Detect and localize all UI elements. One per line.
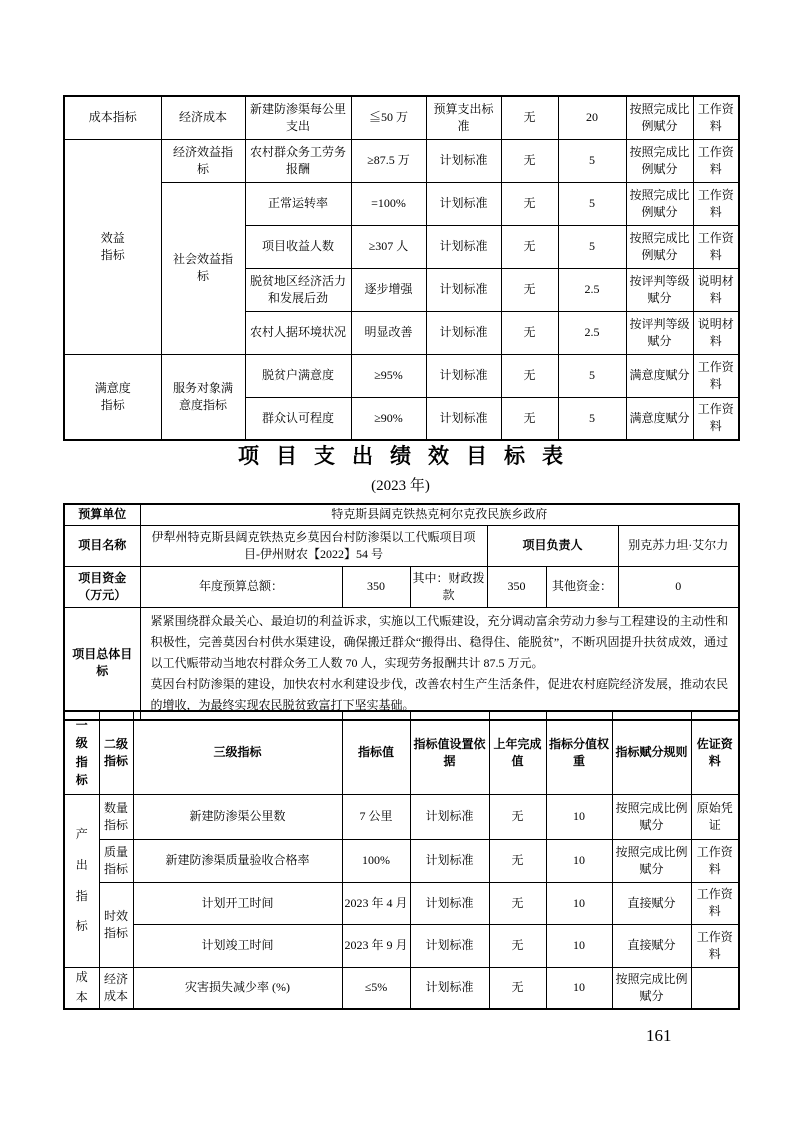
cell-value: 2023 年 4 月 [342,882,410,924]
cell-basis: 计划标准 [426,354,501,397]
level1-label: 效益指标 [100,230,125,262]
cell-prev-year: 无 [489,924,546,967]
cell-rule: 按照完成比例赋分 [612,794,691,839]
cell-weight: 2.5 [558,311,626,354]
cell-level2 [161,182,245,354]
table-row [64,967,739,1009]
header-prev-year: 上年完成值 [489,711,546,794]
cell-evidence: 工作资料 [691,924,739,967]
page-number: 161 [646,1026,672,1045]
level2-label: 社会效益指标 [172,252,233,283]
cell-value: 100% [342,839,410,882]
cell-weight: 20 [558,96,626,139]
overall-goal-label: 项目总体目标 [64,607,140,720]
cell-indicator: 脱贫户满意度 [245,354,351,397]
header-weight: 指标分值权重 [546,711,612,794]
cell-evidence: 工作资料 [693,354,739,397]
cell-weight: 2.5 [558,268,626,311]
level1-label: 满意度指标 [94,380,131,412]
budget-unit-value: 特克斯县阔克铁热克柯尔克孜民族乡政府 [140,504,739,525]
continuation-table [63,95,740,441]
cell-value: ≥95% [351,354,426,397]
table-row [64,882,739,924]
cell-weight: 10 [546,839,612,882]
cell-evidence: 工作资料 [691,882,739,924]
level1-label: 产出指标 [75,827,88,934]
annual-budget-label: 年度预算总额： [140,566,342,607]
cell-prev-year: 无 [501,397,558,440]
cell-evidence: 按照完成比例赋分 [612,967,691,1009]
fiscal-allocation-label: 其中：财政拨款 [410,566,487,607]
header-level2: 二级指标 [99,711,133,794]
cell-prev-year: 无 [501,139,558,182]
cell-basis: 计划标准 [410,839,489,882]
project-info-table [63,503,740,721]
cell-indicator: 农村人据环境状况 [245,311,351,354]
table-row [64,504,739,525]
cell-value: ≥90% [351,397,426,440]
cell-indicator: 项目收益人数 [245,225,351,268]
cell-value: 7 公里 [342,794,410,839]
cell-evidence: 工作资料 [693,225,739,268]
cell-prev-year: 无 [501,268,558,311]
project-funds-label: 项目资金（万元） [64,566,140,607]
project-leader-label: 项目负责人 [487,525,618,566]
cell-weight: 10 [546,967,612,1009]
other-funds-label: 其他资金： [546,566,618,607]
level2-label: 服务对象满意度指标 [172,380,233,412]
cell-prev-year: 无 [489,882,546,924]
cell-level1 [64,967,99,1009]
page-title: 项目支出绩效目标表 [238,444,580,468]
cell-level2: 经济成本 [161,96,245,139]
cell-basis: 计划标准 [410,882,489,924]
cell-prev-year: 无 [501,182,558,225]
table-row [64,525,739,566]
cell-rule: 按评判等级赋分 [626,311,693,354]
cell-basis: 计划标准 [410,924,489,967]
cell-indicator: 农村群众务工劳务报酬 [245,139,351,182]
cell-basis: 计划标准 [426,268,501,311]
cell-weight: 5 [558,182,626,225]
fiscal-allocation-value: 350 [487,566,546,607]
cell-weight: 10 [546,794,612,839]
cell-evidence: 工作资料 [693,96,739,139]
cell-basis: 计划标准 [426,311,501,354]
cell-indicator: 计划开工时间 [133,882,342,924]
cell-rule: 按照完成比例赋分 [626,96,693,139]
cell-prev-year: 无 [489,839,546,882]
cell-weight: 5 [558,139,626,182]
cell-indicator: 脱贫地区经济活力和发展后劲 [245,268,351,311]
cell-rule: 按照完成比例赋分 [626,139,693,182]
table-row [64,182,739,225]
page-subtitle: (2023 年) [371,478,430,494]
cell-prev-year: 无 [489,967,546,1009]
cell-value: ≥87.5 万 [351,139,426,182]
table-row [64,566,739,607]
table-row [64,139,739,182]
cell-value: ≦50 万 [351,96,426,139]
cell-value: =100% [351,182,426,225]
cell-evidence: 原始凭证 [691,794,739,839]
header-basis: 指标值设置依据 [410,711,489,794]
header-level3: 三级指标 [133,711,342,794]
table-row [64,354,739,397]
cell-rule: 满意度赋分 [626,397,693,440]
indicator-table [63,710,740,1010]
level1-label: 成本 [75,969,88,1004]
level2-label: 经济效益指标 [172,144,233,176]
cell-value: 2023 年 9 月 [342,924,410,967]
cell-indicator: 灾害损失减少率 (%) [133,967,342,1009]
cell-prev-year: 无 [489,794,546,839]
cell-level1 [64,794,99,967]
cell-evidence: 工作资料 [691,839,739,882]
cell-prev-year: 无 [501,311,558,354]
cell-evidence: 工作资料 [693,139,739,182]
cell-basis: 计划标准 [410,967,489,1009]
cell-prev-year: 无 [501,354,558,397]
cell-level1: 成本指标 [64,96,161,139]
cell-rule: 按评判等级赋分 [626,268,693,311]
cell-evidence: 工作资料 [693,397,739,440]
header-evidence: 佐证资料 [691,711,739,794]
cell-basis: 计划标准 [426,397,501,440]
budget-unit-label: 预算单位 [64,504,140,525]
cell-value: ≤5% [342,967,410,1009]
cell-basis: 计划标准 [410,794,489,839]
cell-indicator: 新建防渗渠公里数 [133,794,342,839]
cell-level2: 数量指标 [99,794,133,839]
table-row [64,924,739,967]
cell-level2: 质量指标 [99,839,133,882]
cell-rule: 满意度赋分 [626,354,693,397]
cell-level1 [64,354,161,440]
cell-value: 逐步增强 [351,268,426,311]
cell-evidence: 说明材料 [693,268,739,311]
header-rule: 指标赋分规则 [612,711,691,794]
project-name-value: 伊犁州特克斯县阔克铁热克乡莫因台村防渗渠以工代赈项目项目-伊州财农【2022】54 号 [140,525,487,566]
cell-level2: 经济成本 [99,967,133,1009]
overall-goal-text [140,607,739,720]
table-row [64,96,739,139]
cell-rule: 直接赋分 [612,882,691,924]
cell-weight: 10 [546,882,612,924]
cell-basis: 计划标准 [426,182,501,225]
other-funds-value: 0 [618,566,739,607]
cell-weight: 5 [558,397,626,440]
cell-value: ≥307 人 [351,225,426,268]
goal-paragraph-2: 莫因台村防渗渠的建设，加快农村水利建设步伐，改善农村生产生活条件，促进农村庭院经济发展，推动农民的增收，为最终实现农民脱贫致富打下坚实基础。 [150,676,729,712]
cell-indicator: 新建防渗渠质量验收合格率 [133,839,342,882]
cell-indicator: 群众认可程度 [245,397,351,440]
cell-prev-year: 无 [501,225,558,268]
cell-value: 明显改善 [351,311,426,354]
header-value: 指标值 [342,711,410,794]
cell-basis: 预算支出标准 [426,96,501,139]
cell-evidence: 工作资料 [693,182,739,225]
cell-level2 [161,139,245,182]
cell-weight: 5 [558,354,626,397]
project-name-label: 项目名称 [64,525,140,566]
table-header-row [64,711,739,794]
cell-level2 [161,354,245,440]
header-level1 [64,711,99,794]
table-row [64,607,739,720]
cell-level2: 时效指标 [99,882,133,967]
cell-indicator: 正常运转率 [245,182,351,225]
goal-paragraph-1: 紧紧围绕群众最关心、最迫切的利益诉求，实施以工代赈建设，充分调动富余劳动力参与工程建设的主动性和积极性，完善莫因台村供水渠建设，确保搬迁群众“搬得出、稳得住、能脱贫”，不断巩固提升扶贫成效，通过以工代赈带动当地农村群众务工人数 70 人，实现劳务报酬共计 87.5 万元。 [150,613,729,670]
cell-rule: 按照完成比例赋分 [626,225,693,268]
cell-basis: 计划标准 [426,139,501,182]
cell-rule: 直接赋分 [612,924,691,967]
table-row [64,839,739,882]
table-row [64,794,739,839]
cell-basis: 计划标准 [426,225,501,268]
cell-evidence: 说明材料 [693,311,739,354]
cell-indicator: 计划竣工时间 [133,924,342,967]
cell-prev-year: 无 [501,96,558,139]
cell-rule: 按照完成比例赋分 [626,182,693,225]
project-leader-value: 别克苏力坦·艾尔力 [618,525,739,566]
cell-level1 [64,139,161,354]
cell-weight: 5 [558,225,626,268]
annual-budget-value: 350 [342,566,410,607]
header-level1-text: 一级指标 [75,717,88,788]
cell-rule: 按照完成比例赋分 [612,839,691,882]
cell-indicator: 新建防渗渠每公里支出 [245,96,351,139]
cell-weight: 10 [546,924,612,967]
